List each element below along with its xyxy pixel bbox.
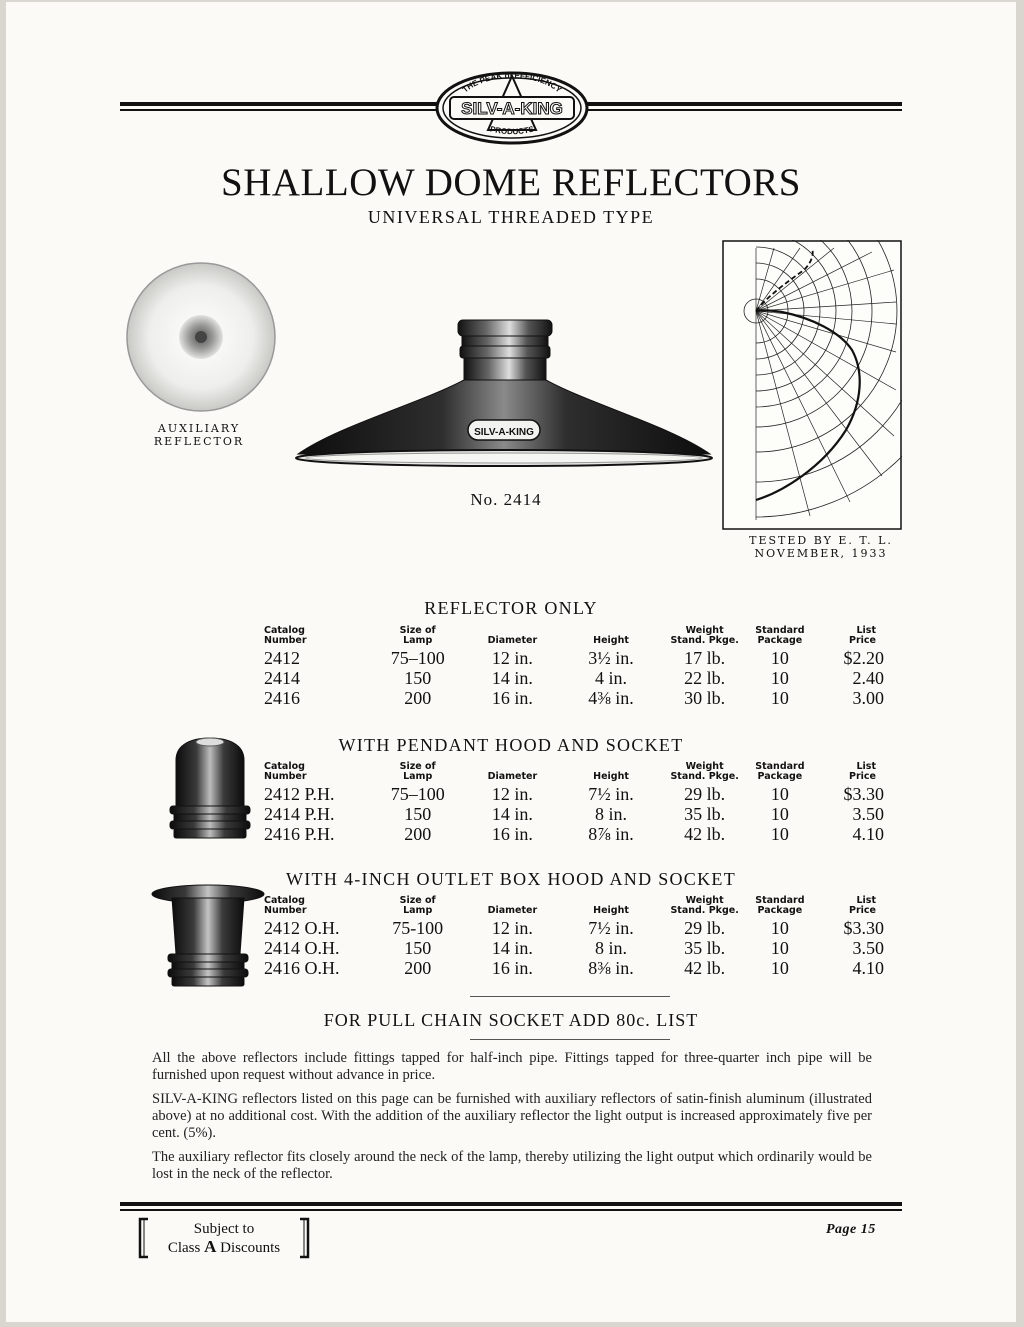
pull-chain-rule-top bbox=[470, 996, 670, 997]
table-row: 2412 75–100 12 in. 3½ in. 17 lb. 10 $2.20 bbox=[264, 648, 884, 668]
pull-chain-note: FOR PULL CHAIN SOCKET ADD 80c. LIST bbox=[323, 1010, 699, 1030]
col-catalog: Catalog Number bbox=[264, 625, 307, 646]
col-weight: Weight Stand. Pkge. bbox=[670, 625, 739, 646]
section-heading-reflector-only: REFLECTOR ONLY bbox=[424, 598, 598, 618]
header-rule-right-thin bbox=[586, 109, 902, 111]
section-heading-outlet-box-hood: WITH 4-INCH OUTLET BOX HOOD AND SOCKET bbox=[285, 869, 737, 889]
table-header-row: Catalog Number Size of Lamp Diameter Height Weight Stand. Pkge. Standard Package List Price bbox=[264, 895, 876, 916]
page-title: SHALLOW DOME REFLECTORS bbox=[221, 161, 801, 204]
auxiliary-reflector-image bbox=[124, 260, 278, 414]
table-row: 2414 O.H. 150 14 in. 8 in. 35 lb. 10 3.50 bbox=[264, 938, 884, 958]
section-heading-pendant-hood: WITH PENDANT HOOD AND SOCKET bbox=[338, 735, 684, 755]
auxiliary-reflector-caption bbox=[134, 422, 264, 448]
silv-a-king-logo bbox=[434, 70, 590, 146]
header-rule-left-thick bbox=[120, 102, 438, 106]
col-diameter: Diameter bbox=[487, 635, 538, 646]
table-row: 2414 150 14 in. 4 in. 22 lb. 10 2.40 bbox=[264, 668, 884, 688]
aux-caption-line-1: AUXILIARY bbox=[157, 422, 241, 435]
page-number: Page 15 bbox=[826, 1222, 876, 1237]
table-row: 2412 O.H. 75-100 12 in. 7½ in. 29 lb. 10 $3.30 bbox=[264, 918, 884, 938]
discount-text bbox=[154, 1220, 294, 1257]
spec-table-outlet-box-hood bbox=[264, 896, 884, 978]
col-height: Height bbox=[593, 635, 629, 646]
product-caption: No. 2414 bbox=[470, 490, 542, 509]
test-caption bbox=[736, 534, 906, 560]
spec-table-reflector-only bbox=[264, 626, 884, 708]
col-package: Standard Package bbox=[755, 625, 805, 646]
header-rule-right-thick bbox=[586, 102, 902, 106]
shallow-dome-reflector-image bbox=[290, 314, 716, 470]
table-header-row bbox=[264, 626, 884, 648]
discount-line-1: Subject to bbox=[193, 1221, 255, 1237]
paragraph-auxiliary-offer: SILV-A-KING reflectors listed on this page can be furnished with auxiliary reflectors of satin-finish aluminum (illustrated above) at no additional cost. With the addition of the auxiliary reflector the light output is increased approximately five per cent. (5%). bbox=[152, 1091, 872, 1141]
svg-text:SILV-A-KING: SILV-A-KING bbox=[461, 99, 563, 118]
paragraph-fittings: All the above reflectors include fittings tapped for half-inch pipe. Fittings tapped for three-quarter inch pipe will be furnished upon request without advance in price. bbox=[152, 1050, 872, 1083]
header-rule-left-thin bbox=[120, 109, 438, 111]
discount-line-2: Class A Discounts bbox=[167, 1237, 281, 1256]
col-size: Size of Lamp bbox=[399, 625, 436, 646]
col-price: List Price bbox=[849, 625, 876, 646]
paragraph-auxiliary-fit: The auxiliary reflector fits closely around the neck of the lamp, thereby utilizing the light output which ordinarily would be lost in the neck of the reflector. bbox=[152, 1149, 872, 1182]
outlet-box-hood-image bbox=[148, 882, 268, 990]
pull-chain-rule-bottom bbox=[470, 1039, 670, 1040]
svg-text:THE PEAK of EFFICIENCY: THE PEAK of EFFICIENCY bbox=[460, 70, 564, 95]
catalog-page bbox=[6, 2, 1016, 1322]
spec-table-pendant-hood bbox=[264, 762, 884, 844]
test-caption-line-1: TESTED BY E. T. L. bbox=[749, 534, 893, 547]
table-row: 2416 200 16 in. 4⅜ in. 30 lb. 10 3.00 bbox=[264, 688, 884, 708]
page-subtitle: UNIVERSAL THREADED TYPE bbox=[367, 207, 655, 227]
table-row: 2416 P.H. 200 16 in. 8⅞ in. 42 lb. 10 4.10 bbox=[264, 824, 884, 844]
footer-rule-thin bbox=[120, 1209, 902, 1211]
svg-text:SILV-A-KING: SILV-A-KING bbox=[474, 427, 534, 438]
table-row: 2416 O.H. 200 16 in. 8⅜ in. 42 lb. 10 4.10 bbox=[264, 958, 884, 978]
table-header-row: Catalog Number Size of Lamp Diameter Height Weight Stand. Pkge. Standard Package List Price bbox=[264, 761, 876, 782]
table-row: 2414 P.H. 150 14 in. 8 in. 35 lb. 10 3.50 bbox=[264, 804, 884, 824]
candlepower-distribution-diagram bbox=[722, 240, 902, 530]
aux-caption-line-2: REFLECTOR bbox=[153, 435, 245, 448]
table-row: 2412 P.H. 75–100 12 in. 7½ in. 29 lb. 10 $3.30 bbox=[264, 784, 884, 804]
test-caption-line-2: NOVEMBER, 1933 bbox=[754, 547, 888, 560]
footer-rule-thick bbox=[120, 1202, 902, 1206]
svg-text:PRODUCTS: PRODUCTS bbox=[489, 124, 535, 137]
discount-box bbox=[134, 1217, 314, 1259]
